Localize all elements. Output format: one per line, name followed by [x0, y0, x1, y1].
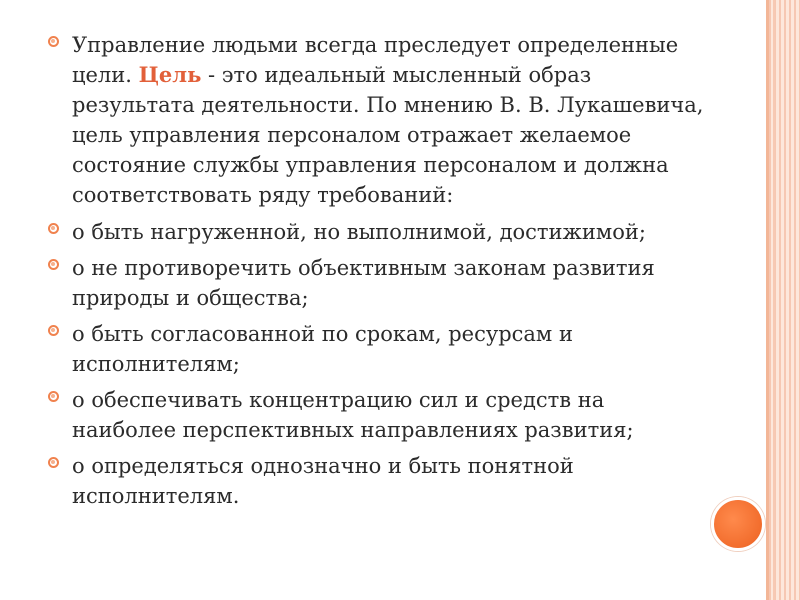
list-item-text: о не противоречить объективным законам развития природы и общества;: [72, 256, 655, 310]
list-item: [48, 319, 708, 379]
ring-bullet-icon: [48, 36, 59, 47]
intro-text-part2: - это идеальный мысленный образ результата деятельности. По мнению В. В. Лукашевича, цель управления персоналом отражает желаемое состояние службы управления персоналом и должна соответствовать ряду требований:: [72, 63, 704, 207]
ring-bullet-icon: [48, 457, 59, 468]
list-item-text: о обеспечивать концентрацию сил и средств на наиболее перспективных направлениях развития;: [72, 388, 634, 442]
ring-bullet-icon: [48, 223, 59, 234]
ring-bullet-icon: [48, 391, 59, 402]
list-item: [48, 451, 708, 511]
list-item: [48, 385, 708, 445]
list-item: [48, 217, 708, 247]
intro-paragraph: [48, 30, 708, 210]
list-item: [48, 253, 708, 313]
list-item-text: о определяться однозначно и быть понятной исполнителям.: [72, 454, 574, 508]
decorative-stripe-band: [766, 0, 800, 600]
slide-content: [48, 30, 708, 517]
intro-highlight-term: Цель: [138, 62, 202, 87]
ring-bullet-icon: [48, 325, 59, 336]
ring-bullet-icon: [48, 259, 59, 270]
list-item-text: о быть согласованной по срокам, ресурсам и исполнителям;: [72, 322, 573, 376]
intro-text-part1: Управление людьми всегда преследует определенные цели.: [72, 33, 679, 87]
orange-circle-decoration: [711, 497, 765, 551]
list-item-text: о быть нагруженной, но выполнимой, достижимой;: [72, 220, 646, 244]
